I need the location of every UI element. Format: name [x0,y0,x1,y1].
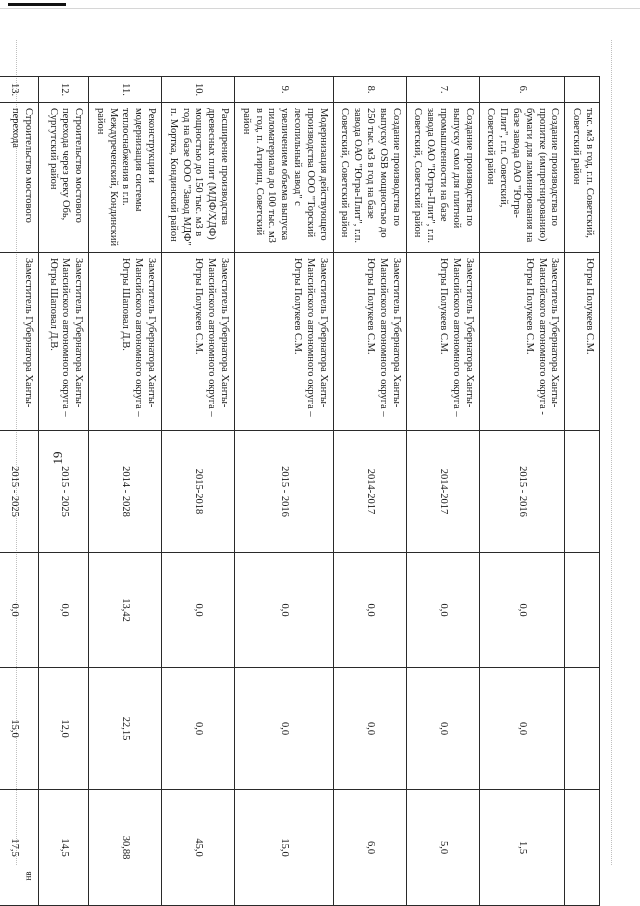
value-1: 0,0 [333,553,406,668]
table-row [565,77,600,906]
value-3: 30,88 [89,790,162,906]
row-number: 11. [89,77,162,103]
value-2: 0,0 [235,668,334,790]
value-2: 0,0 [406,668,479,790]
table-row [479,77,565,906]
value-3: 17,5 [0,790,39,906]
row-number: 6. [479,77,565,103]
value-2 [565,668,600,790]
responsible-person: Заместитель Губернатора Ханты-Мансийского автономного округа - Югры Полукеев С.М. [479,253,565,431]
responsible-person: Заместитель Губернатора Ханты-Мансийского автономного округа – Югры Шаповал Д.В. [89,253,162,431]
table-row [89,77,162,906]
value-3: 15,0 [235,790,334,906]
value-2: 0,0 [333,668,406,790]
responsible-person: Заместитель Губернатора Ханты-Мансийского автономного округа – Югры Полукеев С.М. [162,253,235,431]
value-2: 0,0 [479,668,565,790]
value-1: 0,0 [39,553,89,668]
row-number [565,77,600,103]
table-body [0,77,600,906]
value-3: 45,0 [162,790,235,906]
period: 2015 - 2025 [0,431,39,553]
project-name: Модернизация действующего производства ООО "Торский лесопильный завод" с увеличением объема выпуска пиломатериала до 100 тыс. м3 в год, п. Агириш, Советский район [235,103,334,253]
table-row [162,77,235,906]
project-name: Реконструкция и модернизация системы теплоснабжения в г.п. Междуреченский, Кондинский район [89,103,162,253]
responsible-person: Заместитель Губернатора Ханты-Мансийского автономного округа – Югры Шаповал Д.В. [39,253,89,431]
value-1: 0,0 [162,553,235,668]
period: 2014-2017 [333,431,406,553]
project-name: Строительство мостового перехода [0,103,39,253]
value-3 [565,790,600,906]
period: 2015-2018 [162,431,235,553]
value-3: 1,5 [479,790,565,906]
page-number: 19 [50,451,65,465]
scan-edge-right [611,40,613,865]
table-row [0,77,39,906]
value-1: 13,42 [89,553,162,668]
period: 2015 - 2016 [235,431,334,553]
value-1: 0,0 [0,553,39,668]
table-row [235,77,334,906]
value-3: 6,0 [333,790,406,906]
project-name: Создание производства по пропитке (импрегнированию) бумаги для ламинирования на базе завода ОАО "Югра-Плит", г.п. Советский, Советский район [479,103,565,253]
project-name: Создание производства по выпуску смол для плитной промышленности на базе завода ОАО "Югра-Плит", г.п. Советский, Советский район [406,103,479,253]
row-number: 10. [162,77,235,103]
row-number: 8. [333,77,406,103]
value-1: 0,0 [235,553,334,668]
value-1: 0,0 [479,553,565,668]
value-3: 14,5 [39,790,89,906]
value-2: 22,15 [89,668,162,790]
project-name: Строительство мостового перехода через реку Обь, Сургутский район [39,103,89,253]
value-2: 12,0 [39,668,89,790]
responsible-person: Югры Полукеев С.М. [565,253,600,431]
responsible-person: Заместитель Губернатора Ханты- [0,253,39,431]
period [565,431,600,553]
row-number: 7. [406,77,479,103]
scan-top-mark [8,3,66,6]
period: 2014 - 2028 [89,431,162,553]
footer-mark: нв [23,871,33,881]
row-number: 9. [235,77,334,103]
value-3: 5,0 [406,790,479,906]
responsible-person: Заместитель Губернатора Ханты-Мансийского автономного округа – Югры Полукеев С.М. [333,253,406,431]
value-1 [565,553,600,668]
value-1: 0,0 [406,553,479,668]
project-name: тыс. м3 в год, г.п. Советский, Советский район [565,103,600,253]
row-number: 12. [39,77,89,103]
period: 2015 - 2016 [479,431,565,553]
period: 2014-2017 [406,431,479,553]
value-2: 15,0 [0,668,39,790]
scan-edge-top [0,8,640,9]
period: 2015 - 2025 [39,431,89,553]
table-row [406,77,479,906]
project-name: Расширение производства древесных плит (МДФ/ХДФ) мощностью до 150 тыс. м3 в год на базе ООО "Завод МДФ" п. Мортка, Кондинский район [162,103,235,253]
value-2: 0,0 [162,668,235,790]
row-number: 13. [0,77,39,103]
project-name: Создание производства по выпуску OSB мощностью до 250 тыс. м3 в год на базе завода ОАО "Югра-Плит", г.п. Советский, Советский район [333,103,406,253]
responsible-person: Заместитель Губернатора Ханты-Мансийского автономного округа – Югры Полукеев С.М. [406,253,479,431]
projects-table [0,76,600,906]
responsible-person: Заместитель Губернатора Ханты-Мансийского автономного округа – Югры Полукеев С.М. [235,253,334,431]
table-row [39,77,89,906]
table-row [333,77,406,906]
